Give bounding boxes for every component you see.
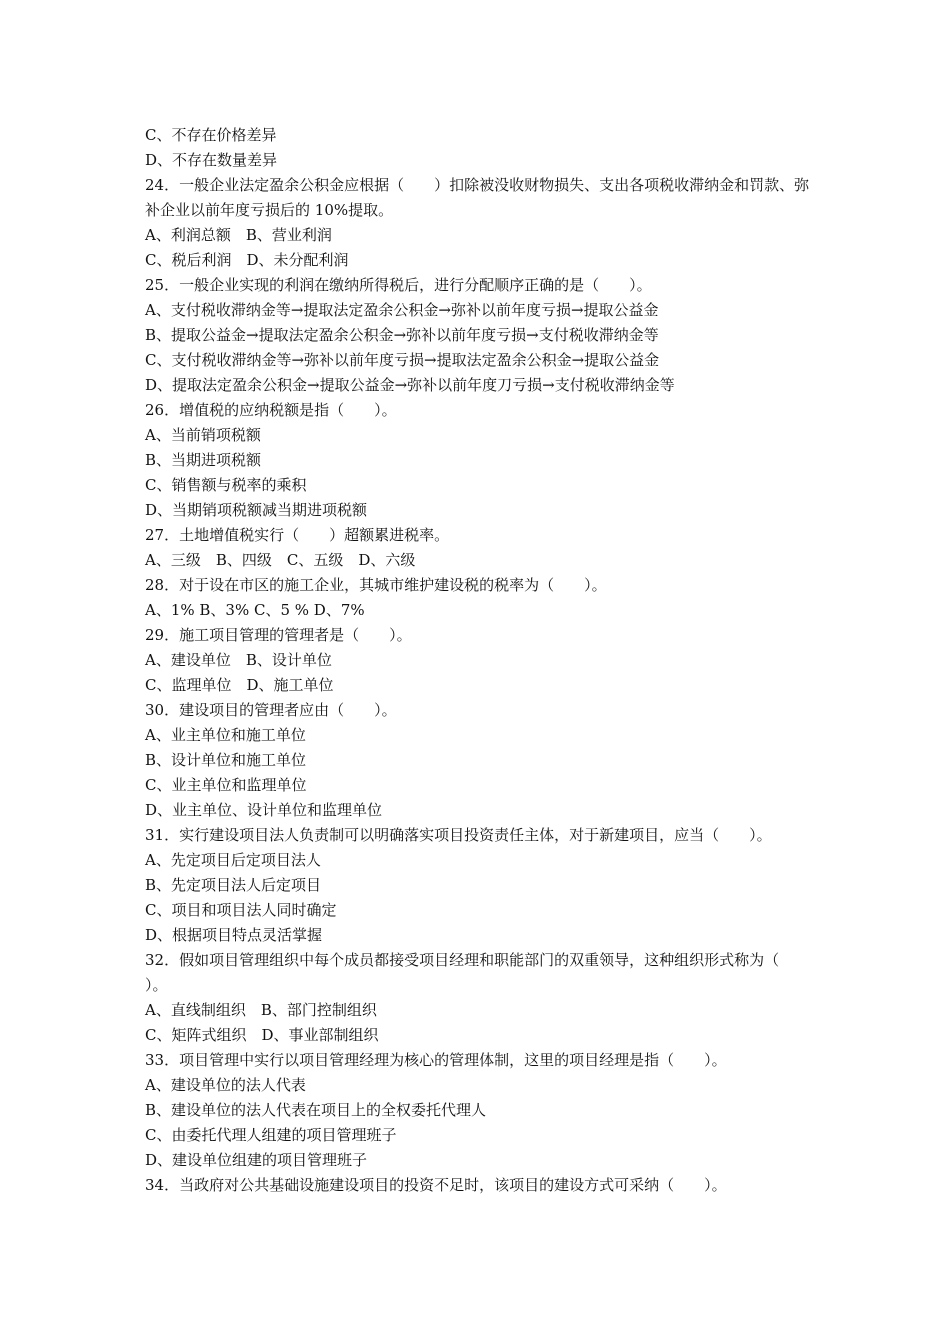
text-line: D、根据项目特点灵活掌握 (145, 926, 323, 944)
text-line: C、由委托代理人组建的项目管理班子 (145, 1126, 397, 1144)
text-line: A、支付税收滞纳金等→提取法定盈余公积金→弥补以前年度亏损→提取公益金 (145, 301, 659, 319)
question-27: 27．土地增值税实行（ ）超额累进税率。 (145, 526, 450, 544)
text-line: A、直线制组织 B、部门控制组织 (145, 1001, 377, 1019)
text-line: B、先定项目法人后定项目 (145, 876, 322, 894)
document-body (145, 123, 810, 1198)
text-line: C、税后利润 D、未分配利润 (145, 251, 349, 269)
question-30: 30．建设项目的管理者应由（ ）。 (145, 701, 397, 719)
text-line: B、设计单位和施工单位 (145, 751, 307, 769)
text-line: D、业主单位、设计单位和监理单位 (145, 801, 383, 819)
text-line: A、建设单位的法人代表 (145, 1076, 306, 1094)
text-line: A、业主单位和施工单位 (145, 726, 306, 744)
text-line: D、当期销项税额减当期进项税额 (145, 501, 368, 519)
question-34: 34．当政府对公共基础设施建设项目的投资不足时，该项目的建设方式可采纳（ ）。 (145, 1176, 727, 1194)
text-line: A、建设单位 B、设计单位 (145, 651, 332, 669)
text-line: C、项目和项目法人同时确定 (145, 901, 337, 919)
question-29: 29．施工项目管理的管理者是（ ）。 (145, 626, 412, 644)
text-line: C、业主单位和监理单位 (145, 776, 307, 794)
text-line: C、不存在价格差异 (145, 126, 277, 144)
question-25: 25．一般企业实现的利润在缴纳所得税后，进行分配顺序正确的是（ ）。 (145, 276, 652, 294)
question-26: 26．增值税的应纳税额是指（ ）。 (145, 401, 397, 419)
text-line: A、利润总额 B、营业利润 (145, 226, 332, 244)
question-24: 24．一般企业法定盈余公积金应根据（ ）扣除被没收财物损失、支出各项税收滞纳金和罚款、弥补企业以前年度亏损后的 10%提取。 (145, 176, 810, 219)
text-line: B、建设单位的法人代表在项目上的全权委托代理人 (145, 1101, 487, 1119)
text-line: C、矩阵式组织 D、事业部制组织 (145, 1026, 379, 1044)
text-line: B、当期进项税额 (145, 451, 262, 469)
text-line: C、销售额与税率的乘积 (145, 476, 307, 494)
question-31: 31．实行建设项目法人负责制可以明确落实项目投资责任主体，对于新建项目，应当（ ）。 (145, 826, 772, 844)
text-line: A、先定项目后定项目法人 (145, 851, 321, 869)
text-line: D、建设单位组建的项目管理班子 (145, 1151, 368, 1169)
text-line: D、不存在数量差异 (145, 151, 278, 169)
question-28: 28．对于设在市区的施工企业，其城市维护建设税的税率为（ ）。 (145, 576, 607, 594)
text-line: A、当前销项税额 (145, 426, 261, 444)
text-line: C、监理单位 D、施工单位 (145, 676, 334, 694)
text-line: A、三级 B、四级 C、五级 D、六级 (145, 551, 416, 569)
question-33: 33．项目管理中实行以项目管理经理为核心的管理体制，这里的项目经理是指（ ）。 (145, 1051, 727, 1069)
text-line: C、支付税收滞纳金等→弥补以前年度亏损→提取法定盈余公积金→提取公益金 (145, 351, 660, 369)
question-32: 32．假如项目管理组织中每个成员都接受项目经理和职能部门的双重领导，这种组织形式称为（ ）。 (145, 951, 810, 994)
text-line: A、1% B、3% C、5 % D、7% (145, 601, 365, 619)
text-line: B、提取公益金→提取法定盈余公积金→弥补以前年度亏损→支付税收滞纳金等 (145, 326, 659, 344)
text-line: D、提取法定盈余公积金→提取公益金→弥补以前年度刀亏损→支付税收滞纳金等 (145, 376, 675, 394)
